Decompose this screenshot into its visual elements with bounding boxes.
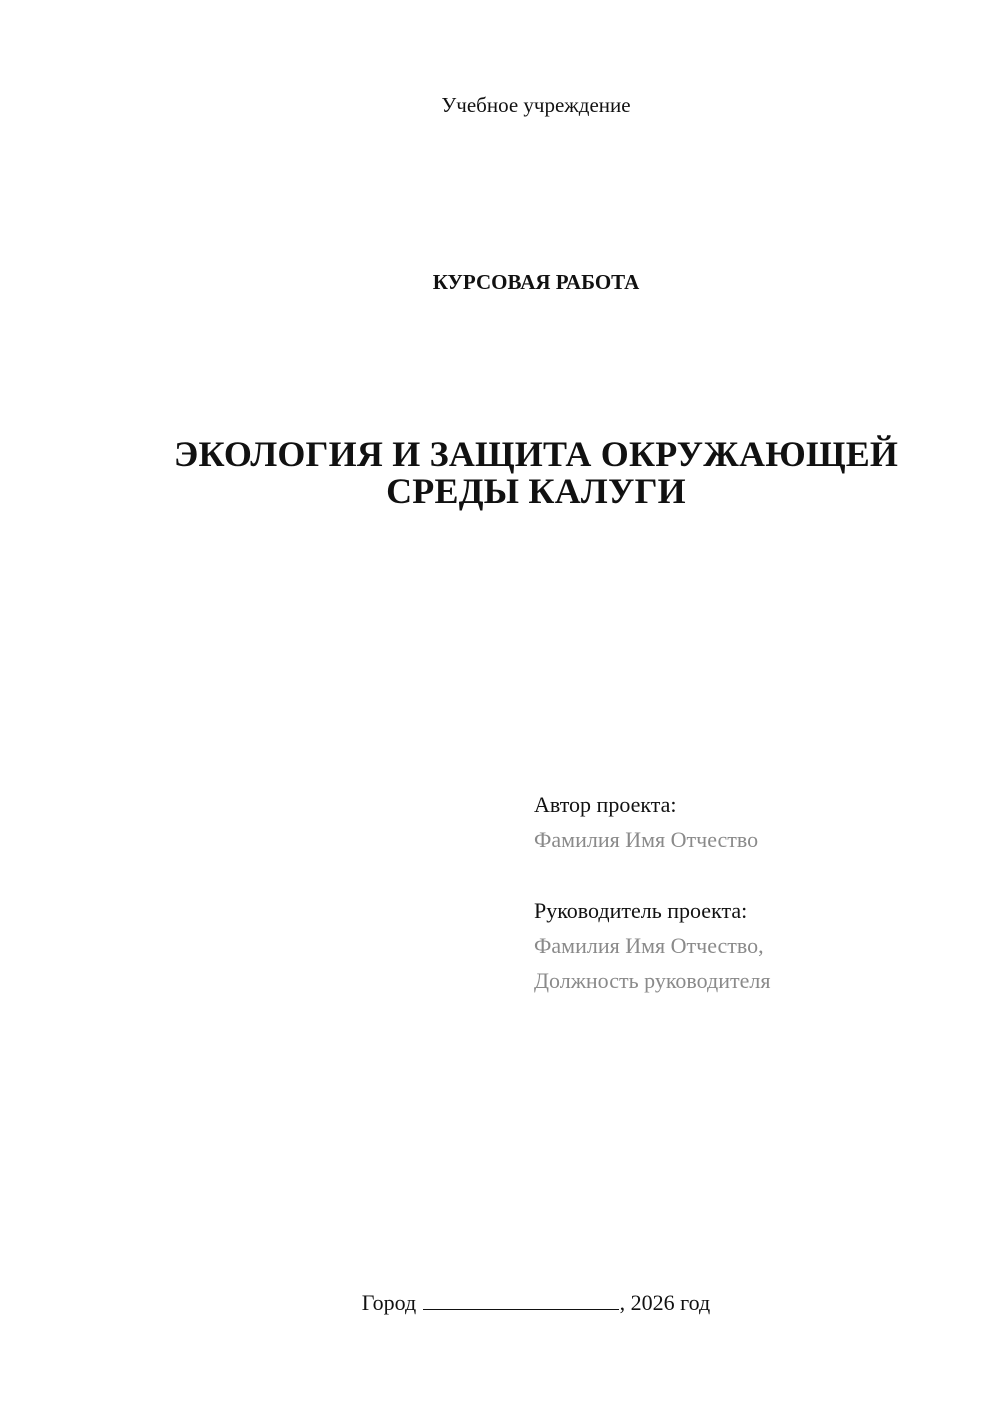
- institution-name: Учебное учреждение: [441, 93, 631, 117]
- supervisor-name: Фамилия Имя Отчество,: [534, 933, 764, 958]
- author-label: Автор проекта:: [534, 792, 677, 817]
- city-year-line: [0, 1288, 1000, 1318]
- city-label: Город: [361, 1290, 417, 1315]
- year-text: , 2026 год: [619, 1290, 711, 1315]
- document-type: КУРСОВАЯ РАБОТА: [432, 270, 640, 294]
- project-credits: [534, 787, 974, 998]
- spacer: [534, 857, 974, 893]
- city-blank-line: [423, 1288, 619, 1310]
- document-title: [0, 436, 1000, 510]
- title-line-2: СРЕДЫ КАЛУГИ: [386, 471, 686, 511]
- title-line-1: ЭКОЛОГИЯ И ЗАЩИТА ОКРУЖАЮЩЕЙ: [173, 434, 899, 474]
- supervisor-position: Должность руководителя: [534, 968, 771, 993]
- author-name: Фамилия Имя Отчество: [534, 827, 759, 852]
- supervisor-label: Руководитель проекта:: [534, 898, 748, 923]
